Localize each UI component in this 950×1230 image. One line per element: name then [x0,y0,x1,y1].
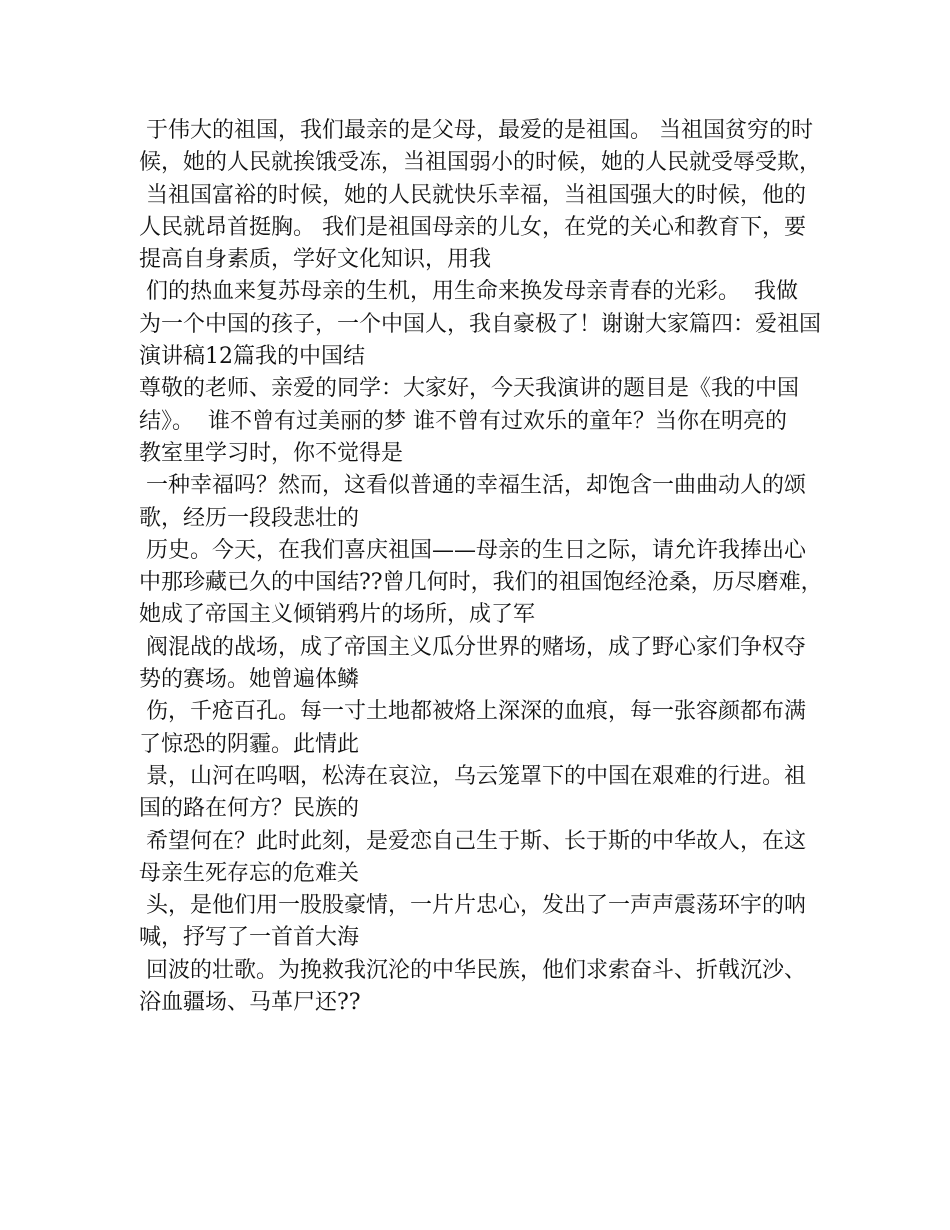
text-line: 提高自身素质，学好文化知识，用我 [139,247,492,273]
text-line: 结》。 谁不曾有过美丽的梦 谁不曾有过欢乐的童年？当你在明亮的 [139,408,787,434]
text-line: 喊，抒写了一首首大海 [139,925,360,951]
text-line: 希望何在？此时此刻，是爱恋自己生于斯、长于斯的中华故人，在这 [139,828,806,854]
text-line: 回波的壮歌。为挽救我沉沦的中华民族，他们求索奋斗、折戟沉沙、 [139,957,806,983]
text-line: 她成了帝国主义倾销鸦片的场所，成了军 [139,602,536,628]
text-line: 候，她的人民就挨饿受冻，当祖国弱小的时候，她的人民就受辱受欺， [139,150,822,176]
text-line: 尊敬的老师、亲爱的同学：大家好，今天我演讲的题目是《我的中国 [139,376,800,402]
text-line: 中那珍藏已久的中国结??曾几何时，我们的祖国饱经沧桑，历尽磨难， [139,570,823,596]
text-line: 母亲生死存忘的危难关 [139,860,360,886]
text-line: 历史。今天，在我们喜庆祖国——母亲的生日之际，请允许我捧出心 [139,537,806,563]
text-line: 人民就昂首挺胸。 我们是祖国母亲的儿女，在党的关心和教育下，要 [139,214,806,240]
text-line: 教室里学习时，你不觉得是 [139,440,404,466]
text-line: 为一个中国的孩子，一个中国人，我自豪极了！谢谢大家篇四：爱祖国 [139,311,822,337]
text-line: 歌，经历一段段悲壮的 [139,505,360,531]
text-line: 阀混战的战场，成了帝国主义瓜分世界的赌场，成了野心家们争权夺 [139,634,806,660]
text-line: 了惊恐的阴霾。此情此 [139,731,360,757]
text-line: 当祖国富裕的时候，她的人民就快乐幸福，当祖国强大的时候，他的 [139,182,806,208]
text-line: 势的赛场。她曾遍体鳞 [139,667,360,693]
text-line: 浴血疆场、马革尸还?? [139,990,361,1016]
speech-text-body [139,115,823,1019]
text-line: 国的路在何方？民族的 [139,796,360,822]
text-line: 于伟大的祖国，我们最亲的是父母，最爱的是祖国。 当祖国贫穷的时 [139,118,813,143]
text-line: 们的热血来复苏母亲的生机，用生命来换发母亲青春的光彩。 我做 [139,279,798,305]
text-line: 一种幸福吗？然而，这看似普通的幸福生活，却饱含一曲曲动人的颂 [139,473,806,499]
text-line: 演讲稿12篇我的中国结 [139,344,365,370]
text-line: 头，是他们用一股股豪情，一片片忠心，发出了一声声震荡环宇的呐 [139,893,806,919]
text-line: 伤，千疮百孔。每一寸土地都被烙上深深的血痕，每一张容颜都布满 [139,699,806,725]
text-line: 景，山河在呜咽，松涛在哀泣，乌云笼罩下的中国在艰难的行进。祖 [139,763,806,789]
